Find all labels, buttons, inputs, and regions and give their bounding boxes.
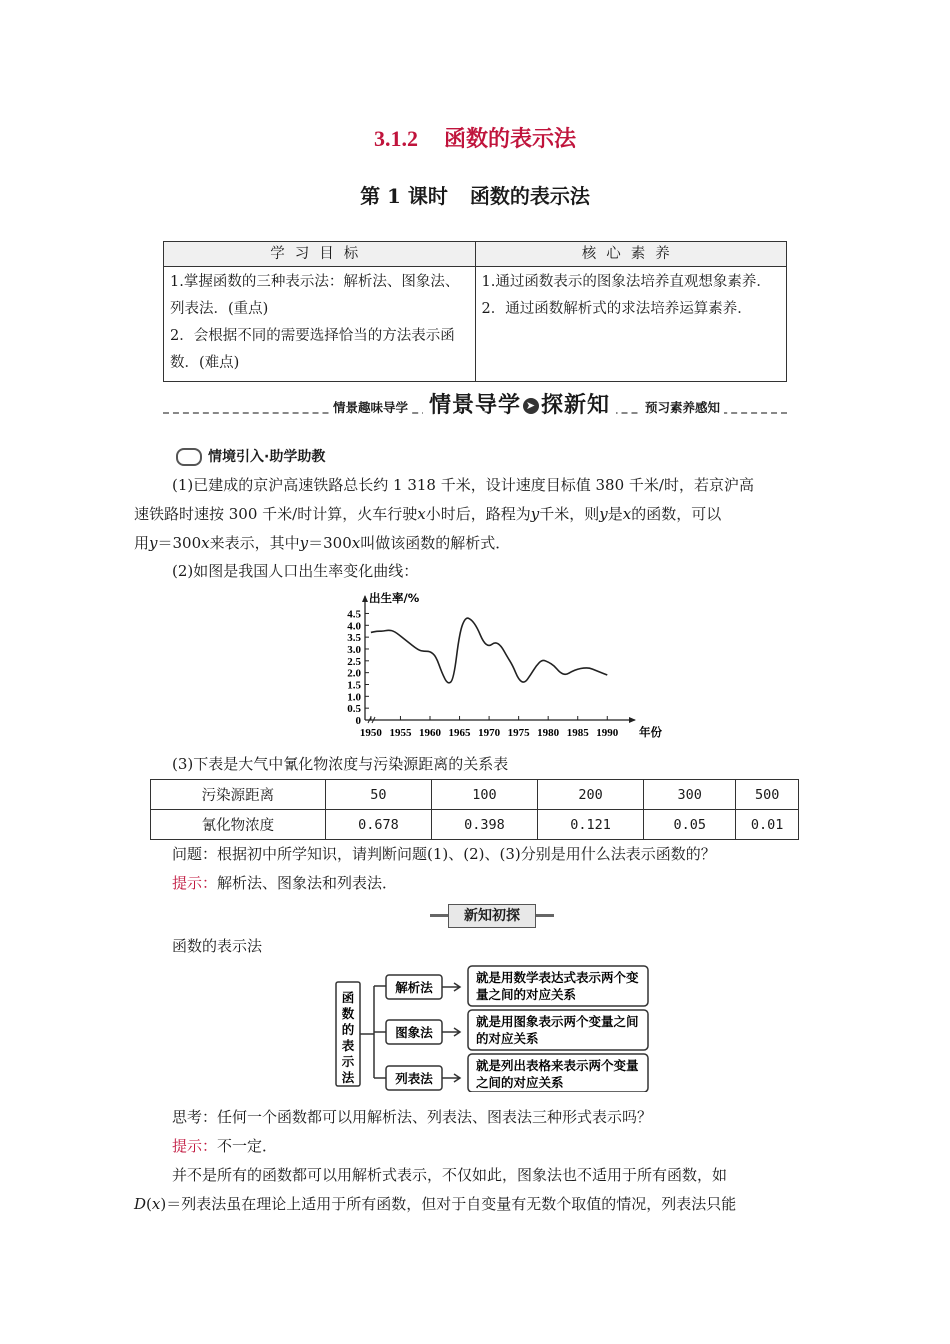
var-x: x (201, 534, 210, 552)
arrow-right-icon: ➤ (523, 398, 539, 414)
root-char: 数 (341, 1006, 355, 1021)
var-x: x (151, 1195, 161, 1213)
y-tick-label: 2.0 (347, 667, 361, 680)
banner-title-right: 探新知 (541, 393, 611, 418)
table-cell: 0.398 (431, 810, 537, 840)
root-char: 表 (341, 1038, 355, 1053)
birth-rate-line (371, 618, 607, 683)
table-cell: 500 (736, 780, 799, 810)
root-char: 函 (341, 990, 355, 1005)
x-tick-label: 1965 (448, 727, 471, 739)
hint-label: 提示： (172, 1137, 218, 1155)
arrow-right-icon (442, 1074, 460, 1082)
hint-text: 解析法、图象法和列表法． (217, 874, 398, 892)
text-span: 速铁路时速按 300 千米/时计算，火车行驶 (134, 505, 418, 523)
y-tick-label: 4.0 (347, 620, 361, 633)
text-span: 来表示，其中 (209, 534, 300, 552)
y-tick-label: 1.5 (347, 679, 361, 692)
var-x: x (417, 505, 426, 523)
handshake-icon (176, 448, 202, 466)
x-axis-arrow-icon (629, 717, 636, 723)
goals-col2-cell (475, 267, 787, 382)
heading-box: 新知初探 (448, 904, 536, 928)
y-tick-label: 2.5 (347, 655, 361, 668)
goals-col1-cell (164, 267, 476, 382)
lesson-number: 第 1 课时 (360, 184, 448, 208)
text-line: (2)如图是我国人口出生率变化曲线： (172, 562, 419, 580)
table-cell: 0.05 (644, 810, 736, 840)
banner-left-caption: 情景趣味导学 (329, 398, 412, 416)
text-span: ＝300 (308, 534, 352, 552)
section-banner (163, 388, 787, 424)
y-tick-label: 0 (355, 715, 361, 727)
think-paragraph-line: 并不是所有的函数都可以用解析式表示，不仅如此，图象法也不适用于所有函数，如 (172, 1166, 728, 1184)
section-number: 3.1.2 (373, 126, 418, 151)
new-knowledge-subtitle-wrap (134, 932, 818, 961)
y-tick-label: 0.5 (347, 703, 361, 716)
var-y: y (599, 505, 608, 523)
text-line (134, 529, 818, 558)
table-cell: 100 (431, 780, 537, 810)
hint-line (134, 869, 818, 898)
intro-heading-text: 情境引入·助学助教 (208, 449, 326, 465)
method-name: 图象法 (395, 1025, 433, 1040)
literacy-item: 1.通过函数表示的图象法培养直观想象素养． (481, 274, 771, 290)
var-y: y (530, 505, 540, 523)
x-tick-label: 1970 (478, 727, 501, 739)
section-title (0, 122, 950, 153)
think-paragraph-line (134, 1190, 818, 1219)
literacy-item: 2．通过函数解析式的求法培养运算素养． (481, 301, 752, 317)
lesson-title-text: 函数的表示法 (469, 184, 590, 208)
text-line: (3)下表是大气中氰化物浓度与污染源距离的关系表 (172, 755, 509, 773)
method-desc: 的对应关系 (476, 1031, 539, 1046)
concept-branch-2 (386, 1010, 648, 1050)
goals-col2-head: 核心素养 (475, 242, 787, 267)
method-desc: 量之间的对应关系 (476, 987, 577, 1002)
intro-paragraph-3 (134, 750, 818, 779)
table-cell: 200 (538, 780, 644, 810)
x-tick-label: 1975 (507, 727, 530, 739)
text-span: ( (146, 1195, 152, 1213)
table-row (151, 810, 799, 840)
method-name: 列表法 (395, 1071, 433, 1086)
think-block (134, 1103, 818, 1219)
row-label: 氰化物浓度 (151, 810, 326, 840)
var-x: x (351, 534, 361, 552)
goal-item: 1.掌握函数的三种表示法：解析法、图象法、列表法．(重点) (170, 274, 460, 317)
var-y: y (299, 534, 309, 552)
var-D: D (134, 1195, 147, 1213)
text-span: )＝列表法虽在理论上适用于所有函数，但对于自变量有无数个取值的情况，列表法只能 (160, 1195, 737, 1213)
y-tick-label: 4.5 (347, 608, 361, 621)
row-label: 污染源距离 (151, 780, 326, 810)
root-char: 法 (341, 1070, 355, 1085)
text-span: 小时后，路程为 (425, 505, 531, 523)
table-cell: 0.121 (538, 810, 644, 840)
concept-map (330, 962, 660, 1092)
intro-heading (176, 446, 325, 466)
goals-col1-head: 学习目标 (164, 242, 476, 267)
method-desc: 就是用图象表示两个变量之间 (476, 1014, 639, 1029)
method-name: 解析法 (395, 980, 433, 995)
text-span: ＝300 (157, 534, 202, 552)
text-span: 叫做该函数的解析式． (360, 534, 511, 552)
method-desc: 就是用数学表达式表示两个变 (476, 970, 639, 985)
banner-main-title (423, 388, 616, 419)
x-tick-label: 1985 (566, 727, 589, 739)
text-line: (1)已建成的京沪高速铁路总长约 1 318 千米，设计速度目标值 380 千米/时，若京沪高 (172, 476, 754, 494)
think-hint-line (134, 1132, 818, 1161)
text-span: 千米，则 (539, 505, 600, 523)
concept-root-text (342, 990, 355, 1085)
concept-branch-3 (386, 1054, 648, 1092)
new-knowledge-heading (430, 903, 554, 927)
section-title-text: 函数的表示法 (443, 126, 576, 152)
x-tick-label: 1960 (419, 727, 441, 739)
y-tick-label: 1.0 (347, 691, 361, 704)
birth-rate-chart (325, 588, 665, 748)
new-knowledge-subtitle: 函数的表示法 (172, 937, 263, 955)
think-question: 思考：任何一个函数都可以用解析法、列表法、图表法三种形式表示吗？ (172, 1108, 653, 1126)
lesson-title (0, 180, 950, 209)
x-tick-label: 1980 (537, 727, 560, 739)
y-tick-label: 3.0 (347, 643, 361, 656)
concentration-table (150, 779, 799, 840)
arrow-right-icon (442, 1028, 460, 1036)
question-block (134, 840, 818, 898)
var-x: x (622, 505, 632, 523)
goals-table (163, 241, 787, 382)
y-axis-arrow-icon (362, 595, 368, 602)
var-y: y (149, 534, 158, 552)
method-desc: 之间的对应关系 (476, 1075, 564, 1090)
goal-item: 2．会根据不同的需要选择恰当的方法表示函数．(难点) (170, 328, 455, 371)
intro-paragraph-2 (134, 557, 818, 586)
x-tick-label: 1990 (596, 727, 619, 739)
banner-right-caption: 预习素养感知 (641, 398, 724, 416)
text-span: 的函数，可以 (631, 505, 722, 523)
hint-text: 不一定． (217, 1137, 278, 1155)
hint-label: 提示： (172, 874, 218, 892)
text-line (134, 500, 818, 529)
table-cell: 300 (644, 780, 736, 810)
x-axis-label: 年份 (639, 725, 662, 739)
method-desc: 就是列出表格来表示两个变量 (476, 1058, 639, 1073)
x-tick-label: 1955 (389, 727, 412, 739)
table-cell: 0.678 (325, 810, 431, 840)
text-span: 是 (607, 505, 623, 523)
question-text: 问题：根据初中所学知识，请判断问题(1)、(2)、(3)分别是用什么法表示函数的？ (172, 845, 716, 863)
table-cell: 50 (325, 780, 431, 810)
concept-connector (360, 986, 386, 1078)
root-char: 的 (341, 1022, 355, 1037)
text-span: 用 (134, 534, 150, 552)
table-cell: 0.01 (736, 810, 799, 840)
y-axis-label: 出生率/% (369, 591, 420, 605)
x-tick-label: 1950 (359, 727, 382, 739)
table-row (151, 780, 799, 810)
concept-branch-1 (386, 966, 648, 1006)
y-tick-label: 3.5 (347, 632, 361, 645)
intro-paragraph-1 (134, 471, 818, 558)
root-char: 示 (341, 1054, 355, 1069)
arrow-right-icon (442, 983, 460, 991)
banner-title-left: 情景导学 (429, 393, 522, 418)
